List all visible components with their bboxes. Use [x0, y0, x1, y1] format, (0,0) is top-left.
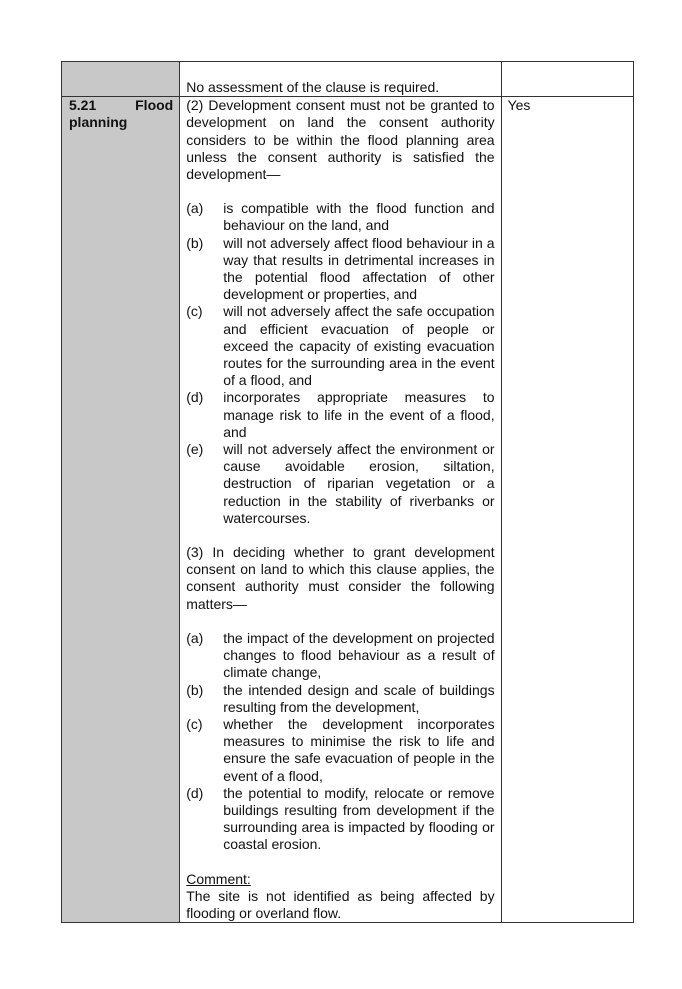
- clause-title: [62, 97, 179, 131]
- comment-heading: Comment:: [186, 870, 251, 887]
- list-item-label: (a): [186, 200, 204, 217]
- list-item: [186, 303, 494, 389]
- list-item-text: is compatible with the flood function and behaviour on the land, and: [223, 200, 495, 234]
- comment-text: The site is not identified as being affected by flooding or overland flow.: [186, 887, 495, 921]
- list-item: [186, 200, 494, 234]
- list-item-label: (b): [186, 234, 204, 251]
- table-row: [62, 97, 634, 923]
- list-item: [186, 389, 494, 441]
- clause-intro-paragraph: (2) Development consent must not be granted to development on land the consent authority considers to be within the flood planning area unless the consent authority is satisfied the development—: [186, 97, 495, 183]
- matters-list: [186, 630, 494, 854]
- list-item-label: (a): [186, 629, 204, 646]
- list-item: [186, 716, 494, 785]
- compliance-cell: [501, 62, 633, 97]
- assessment-text: No assessment of the clause is required.: [186, 79, 440, 95]
- clause-name-word2: planning: [69, 114, 128, 131]
- list-item-label: (d): [186, 784, 204, 801]
- compliance-value: Yes: [507, 97, 531, 114]
- list-item-text: will not adversely affect flood behaviour in a way that results in detrimental increases in the potential flood affectation of other development or properties, and: [223, 234, 495, 303]
- list-item-text: whether the development incorporates measures to minimise the risk to life and ensure the safe evacuation of people in the event of a flood,: [223, 715, 495, 784]
- list-item: [186, 630, 494, 682]
- list-item: [186, 441, 494, 527]
- conditions-list: [186, 200, 494, 527]
- list-item-label: (b): [186, 681, 204, 698]
- clause-assessment-table: [61, 61, 634, 923]
- assessment-cell: [180, 62, 501, 97]
- matters-paragraph: (3) In deciding whether to grant development consent on land to which this clause applies, the consent authority must consider the following matters—: [186, 544, 495, 612]
- clause-name-word1: Flood: [135, 97, 174, 114]
- clause-cell: [62, 97, 180, 923]
- list-item-text: the intended design and scale of buildings resulting from the development,: [223, 681, 495, 715]
- list-item: [186, 235, 494, 304]
- list-item: [186, 785, 494, 854]
- list-item-text: the potential to modify, relocate or remove buildings resulting from development if the surrounding area is impacted by flooding or coastal erosion.: [223, 784, 495, 853]
- table-row: [62, 62, 634, 97]
- list-item-text: will not adversely affect the safe occupation and efficient evacuation of people or exceed the capacity of existing evacuation routes for the surrounding area in the event of a flood, and: [223, 303, 495, 389]
- list-item-text: the impact of the development on projected changes to flood behaviour as a result of climate change,: [223, 629, 495, 681]
- compliance-cell: [501, 97, 633, 923]
- list-item-label: (c): [186, 303, 203, 320]
- list-item-text: incorporates appropriate measures to manage risk to life in the event of a flood, and: [223, 389, 495, 440]
- assessment-cell: [180, 97, 501, 923]
- list-item-text: will not adversely affect the environment or cause avoidable erosion, siltation, destruction of riparian vegetation or a reduction in the stability of riverbanks or watercourses.: [223, 441, 495, 526]
- list-item: [186, 682, 494, 716]
- clause-cell: [62, 62, 180, 97]
- clause-number: 5.21: [69, 97, 97, 114]
- list-item-label: (e): [186, 441, 204, 458]
- list-item-label: (c): [186, 715, 203, 732]
- list-item-label: (d): [186, 389, 204, 406]
